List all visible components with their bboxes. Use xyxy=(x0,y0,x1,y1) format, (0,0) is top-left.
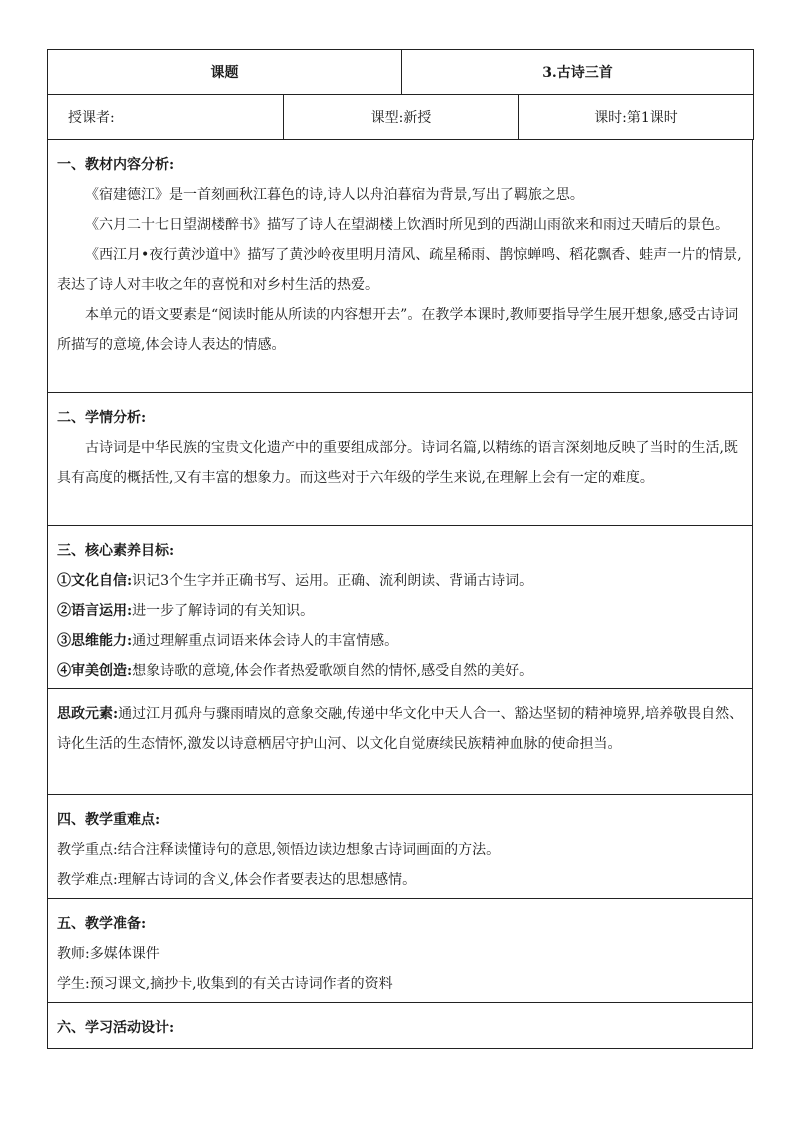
topic-label: 课题 xyxy=(48,50,402,95)
section-title: 一、教材内容分析: xyxy=(57,157,175,173)
teacher-prep-line: 教师:多媒体课件 xyxy=(57,946,160,962)
lesson-period-cell: 课时:第1课时 xyxy=(519,95,754,140)
section-key-points xyxy=(47,795,753,899)
header-row-topic xyxy=(48,50,754,95)
section-title: 六、学习活动设计: xyxy=(57,1020,175,1036)
section-ideological-elements xyxy=(47,689,753,795)
section-title: 三、核心素养目标: xyxy=(57,543,175,559)
section-core-goals xyxy=(47,526,753,689)
paragraph: 《西江月•夜行黄沙道中》描写了黄沙岭夜里明月清风、疏星稀雨、鹊惊蝉鸣、稻花飘香、蛙声一片的情景,表达了诗人对丰收之年的喜悦和对乡村生活的热爱。 xyxy=(57,247,742,293)
section-title: 四、教学重难点: xyxy=(57,812,161,828)
section-activity-design xyxy=(47,1003,753,1049)
lesson-plan-document xyxy=(47,49,753,1049)
goal-text: 进一步了解诗词的有关知识。 xyxy=(132,603,315,619)
goal-text: 想象诗歌的意境,体会作者热爱歌颂自然的情怀,感受自然的美好。 xyxy=(132,663,534,679)
goal-text: 识记3个生字并正确书写、运用。正确、流利朗读、背诵古诗词。 xyxy=(132,573,534,589)
paragraph: 本单元的语文要素是“阅读时能从所读的内容想开去”。在教学本课时,教师要指导学生展开想象,感受古诗词所描写的意境,体会诗人表达的情感。 xyxy=(57,307,739,353)
goal-item xyxy=(57,566,744,596)
section-material-analysis xyxy=(47,140,753,393)
goal-item xyxy=(57,626,744,656)
goal-label: ①文化自信: xyxy=(57,573,133,589)
sz-label: 思政元素: xyxy=(57,706,119,722)
paragraph: 《六月二十七日望湖楼醉书》描写了诗人在望湖楼上饮酒时所见到的西湖山雨欲来和雨过天晴后的景色。 xyxy=(85,217,729,233)
goal-label: ②语言运用: xyxy=(57,603,133,619)
section-learner-analysis xyxy=(47,393,753,526)
topic-value: 3.古诗三首 xyxy=(402,50,754,95)
student-prep-line: 学生:预习课文,摘抄卡,收集到的有关古诗词作者的资料 xyxy=(57,976,393,992)
header-row-info xyxy=(48,95,754,140)
lesson-type-cell: 课型:新授 xyxy=(284,95,519,140)
key-point-line: 教学重点:结合注释读懂诗句的意思,领悟边读边想象古诗词画面的方法。 xyxy=(57,842,501,858)
sz-text: 通过江月孤舟与骤雨晴岚的意象交融,传递中华文化中天人合一、豁达坚韧的精神境界,培养敬畏自然、诗化生活的生态情怀,激发以诗意栖居守护山河、以文化自觉赓续民族精神血脉的使命担当。 xyxy=(57,706,744,752)
section-title: 二、学情分析: xyxy=(57,410,147,426)
goal-label: ③思维能力: xyxy=(57,633,133,649)
goal-text: 通过理解重点词语来体会诗人的丰富情感。 xyxy=(132,633,399,649)
goal-label: ④审美创造: xyxy=(57,663,133,679)
goal-item xyxy=(57,596,744,626)
section-title: 五、教学准备: xyxy=(57,916,147,932)
difficulty-line: 教学难点:理解古诗词的含义,体会作者要表达的思想感情。 xyxy=(57,872,417,888)
paragraph: 古诗词是中华民族的宝贵文化遗产中的重要组成部分。诗词名篇,以精练的语言深刻地反映了当时的生活,既具有高度的概括性,又有丰富的想象力。而这些对于六年级的学生来说,在理解上会有一定的难度。 xyxy=(57,440,738,486)
paragraph xyxy=(57,699,744,759)
paragraph: 《宿建德江》是一首刻画秋江暮色的诗,诗人以舟泊暮宿为背景,写出了羁旅之思。 xyxy=(85,187,584,203)
section-preparation xyxy=(47,899,753,1003)
teacher-cell: 授课者: xyxy=(48,95,284,140)
header-table xyxy=(47,49,754,140)
goal-item xyxy=(57,656,744,686)
